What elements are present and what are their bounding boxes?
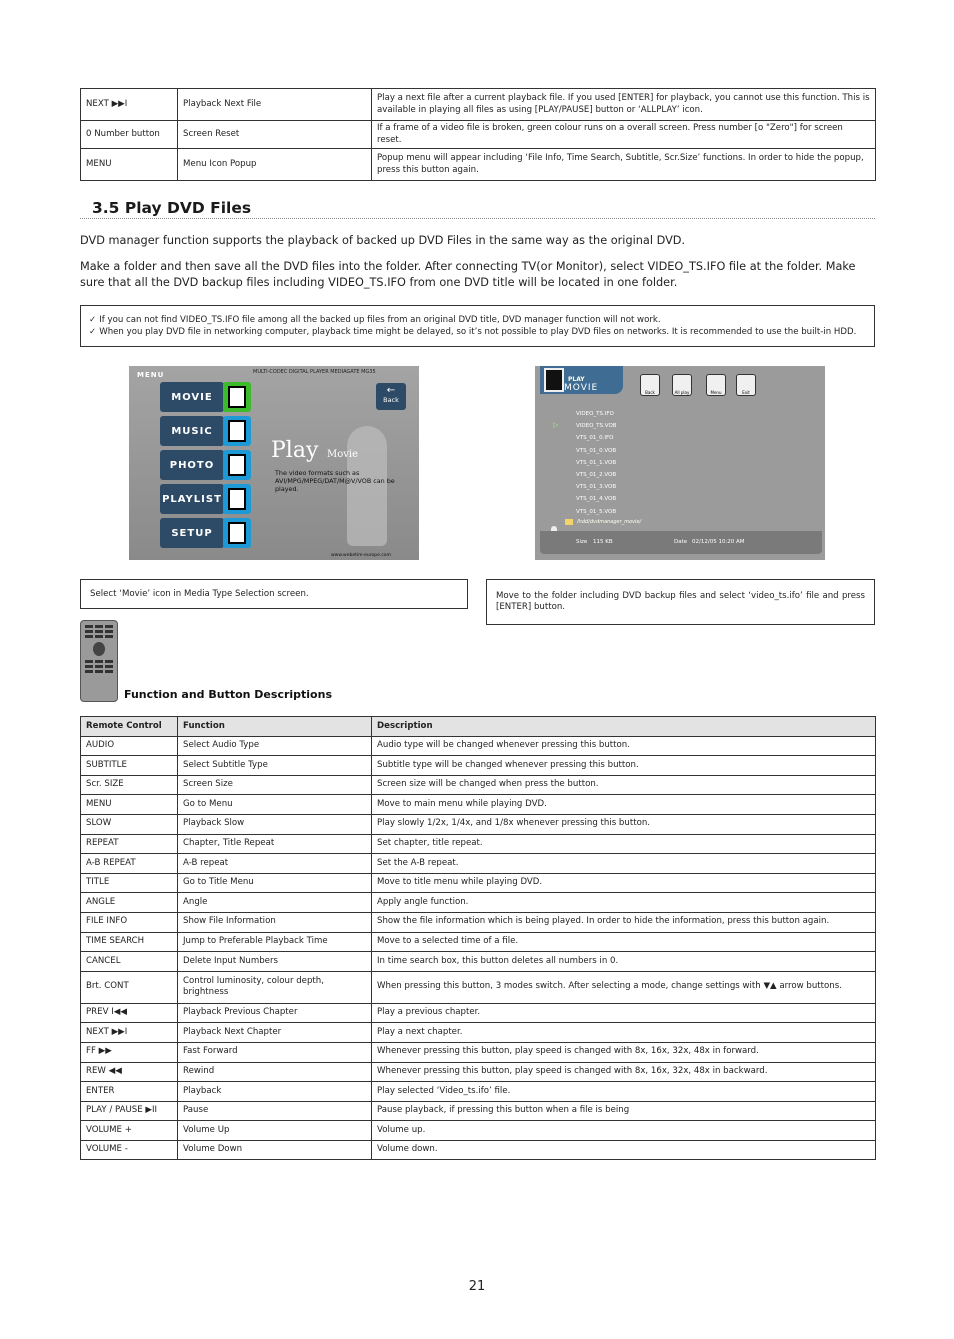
file-list-item: VTS_01_2.VOB — [576, 471, 617, 478]
table-row — [81, 834, 876, 854]
cell-description: Subtitle type will be changed whenever pressing this button. — [372, 756, 876, 776]
film-strip-icon — [544, 368, 564, 392]
cell-function: Volume Down — [178, 1140, 372, 1160]
cell-function: Playback Previous Chapter — [178, 1003, 372, 1023]
cell-remote-control: Scr. SIZE — [81, 775, 178, 795]
cell-function: Rewind — [178, 1062, 372, 1082]
cell-function: Control luminosity, colour depth, brightness — [178, 971, 372, 1003]
file-list-item: VTS_01_0.VOB — [576, 447, 617, 454]
cell-function: Go to Title Menu — [178, 873, 372, 893]
camera-icon — [223, 450, 251, 480]
page-number: 21 — [468, 1279, 486, 1294]
section-title: 3.5 Play DVD Files — [92, 199, 252, 217]
cell-description: Apply angle function. — [372, 893, 876, 913]
cell-description: Volume down. — [372, 1140, 876, 1160]
size-label: Size — [576, 539, 588, 545]
menu-tool-icon: Menu — [706, 374, 726, 396]
note-box — [80, 305, 875, 347]
note-text: When you play DVD file in networking computer, playback time might be delayed, so it’s not possible to play DVD files on networks. It is recommended to use the built-in HDD. — [99, 327, 857, 337]
media-menu-screenshot — [129, 366, 419, 560]
cell-function: Chapter, Title Repeat — [178, 834, 372, 854]
cell-function: Delete Input Numbers — [178, 952, 372, 972]
cell-description: Play a previous chapter. — [372, 1003, 876, 1023]
menu-music-button: MUSIC — [160, 416, 224, 446]
function-subtitle: Function and Button Descriptions — [124, 688, 332, 701]
cell-function: Select Subtitle Type — [178, 756, 372, 776]
cell-remote-control: ENTER — [81, 1082, 178, 1102]
exit-tool-icon: Exit — [736, 374, 756, 396]
cursor-arrow-icon: ▷ — [553, 421, 559, 429]
cell-function: Show File Information — [178, 912, 372, 932]
table-row — [81, 1062, 876, 1082]
cell-description: Screen size will be changed when press the button. — [372, 775, 876, 795]
cell-description: Whenever pressing this button, play speed is changed with 8x, 16x, 32x, 48x in backward. — [372, 1062, 876, 1082]
cell-remote-control: CANCEL — [81, 952, 178, 972]
cell-function: Pause — [178, 1101, 372, 1121]
table-row — [81, 775, 876, 795]
table-row — [81, 814, 876, 834]
caption-right: Move to the folder including DVD backup files and select ‘video_ts.ifo’ file and press [ENTER] button. — [486, 579, 875, 625]
table-row — [81, 1003, 876, 1023]
back-arrow-icon: ← — [386, 385, 396, 396]
film-icon — [223, 382, 251, 412]
table-row — [81, 1042, 876, 1062]
cell-remote-control: VOLUME - — [81, 1140, 178, 1160]
cell-description: Whenever pressing this button, play speed is changed with 8x, 16x, 32x, 48x in forward. — [372, 1042, 876, 1062]
cell-description: Play selected ‘Video_ts.ifo’ file. — [372, 1082, 876, 1102]
cell-description: When pressing this button, 3 modes switch. After selecting a mode, change settings with ▼▲ arrow buttons. — [372, 971, 876, 1003]
table-row — [81, 952, 876, 972]
file-list-item: VTS_01_0.IFO — [576, 435, 614, 442]
table-row — [81, 873, 876, 893]
table-row — [81, 893, 876, 913]
table-row — [81, 1140, 876, 1160]
cell-function: Menu Icon Popup — [178, 149, 372, 181]
cell-function: Playback Slow — [178, 814, 372, 834]
file-list-item: VTS_01_5.VOB — [576, 508, 617, 515]
function-button-table — [80, 716, 876, 1160]
cell-function: Screen Size — [178, 775, 372, 795]
cell-description: Audio type will be changed whenever pressing this button. — [372, 736, 876, 756]
menu-movie-button: MOVIE — [160, 382, 224, 412]
cell-remote-control: Brt. CONT — [81, 971, 178, 1003]
table-row — [81, 912, 876, 932]
cell-remote-control: TITLE — [81, 873, 178, 893]
table-row — [81, 736, 876, 756]
header-description: Description — [372, 717, 876, 737]
cell-remote-control: ANGLE — [81, 893, 178, 913]
cell-description: Set the A-B repeat. — [372, 854, 876, 874]
play-description: The video formats such as AVI/MPG/MPEG/DAT/M@V/VOB can be played. — [275, 469, 395, 493]
cell-function: Playback Next Chapter — [178, 1023, 372, 1043]
table-row — [81, 1121, 876, 1141]
menu-footer-url: www.webetim-europe.com — [331, 553, 391, 558]
cell-remote-control: MENU — [81, 795, 178, 815]
cell-function: Volume Up — [178, 1121, 372, 1141]
box-icon — [223, 484, 251, 514]
table-row — [81, 795, 876, 815]
file-list — [576, 408, 617, 518]
play-title: Play — [271, 438, 319, 463]
date-value: 02/12/05 10:20 AM — [692, 539, 745, 545]
table-header-row — [81, 717, 876, 737]
cell-remote-control: SLOW — [81, 814, 178, 834]
file-list-item: VIDEO_TS.IFO — [576, 411, 614, 417]
cell-description: Play a next chapter. — [372, 1023, 876, 1043]
cell-remote-control: VOLUME + — [81, 1121, 178, 1141]
cell-function: Angle — [178, 893, 372, 913]
back-button — [376, 383, 406, 410]
cell-function: Fast Forward — [178, 1042, 372, 1062]
cell-description: If a frame of a video file is broken, green colour runs on a overall screen. Press number [o "Zero"] for screen reset. — [372, 121, 876, 149]
cell-function: Playback Next File — [178, 89, 372, 121]
table-row — [81, 756, 876, 776]
intro-paragraph: DVD manager function supports the playback of backed up DVD Files in the same way as the original DVD. — [80, 234, 686, 247]
all-play-tool-icon: All play — [672, 374, 692, 396]
cell-description: Move to a selected time of a file. — [372, 932, 876, 952]
cell-remote-control: MENU — [81, 149, 178, 181]
caption-left: Select ‘Movie’ icon in Media Type Selection screen. — [80, 579, 468, 609]
cell-description: Pause playback, if pressing this button when a file is being — [372, 1101, 876, 1121]
cell-function: Go to Menu — [178, 795, 372, 815]
header-remote-control: Remote Control — [81, 717, 178, 737]
main-table-body — [81, 736, 876, 1160]
check-icon: ✓ — [89, 315, 97, 325]
table-row — [81, 932, 876, 952]
clock-icon — [223, 518, 251, 548]
menu-setup-button: SETUP — [160, 518, 224, 548]
instruction-paragraph: Make a folder and then save all the DVD files into the folder. After connecting TV(or Monitor), select VIDEO_TS.IFO file at the folder. Make sure that all the DVD backup files including VIDEO_TS.IFO from one DVD title will be located in one folder. — [80, 260, 856, 289]
table-row — [81, 121, 876, 149]
cell-description: Set chapter, title repeat. — [372, 834, 876, 854]
file-list-item: VTS_01_3.VOB — [576, 484, 617, 491]
menu-header-text: MULTI-CODEC DIGITAL PLAYER MEDIAGATE MG35 — [253, 369, 376, 375]
note-text: If you can not find VIDEO_TS.IFO file among all the backed up files from an original DVD title, DVD manager function will not work. — [99, 315, 661, 325]
cell-description: Play slowly 1/2x, 1/4x, and 1/8x whenever pressing this button. — [372, 814, 876, 834]
file-list-item: VIDEO_TS.VOB — [576, 423, 617, 430]
files-play-label: PLAY — [568, 376, 585, 383]
back-label: Back — [383, 396, 399, 404]
cell-description: Move to title menu while playing DVD. — [372, 873, 876, 893]
cell-remote-control: REW ◀◀ — [81, 1062, 178, 1082]
cell-remote-control: FILE INFO — [81, 912, 178, 932]
file-list-item: VTS_01_1.VOB — [576, 459, 617, 466]
play-subtitle: Movie — [327, 449, 359, 460]
table-row — [81, 971, 876, 1003]
table-row — [81, 1082, 876, 1102]
cell-remote-control: NEXT ▶▶I — [81, 1023, 178, 1043]
speaker-icon — [223, 416, 251, 446]
table-row — [81, 854, 876, 874]
cell-description: Volume up. — [372, 1121, 876, 1141]
file-list-item: VTS_01_4.VOB — [576, 496, 617, 503]
cell-remote-control: 0 Number button — [81, 121, 178, 149]
top-function-table — [80, 88, 876, 181]
table-row — [81, 89, 876, 121]
top-table-body — [81, 89, 876, 181]
cell-remote-control: REPEAT — [81, 834, 178, 854]
back-tool-icon: Back — [640, 374, 660, 396]
cell-remote-control: AUDIO — [81, 736, 178, 756]
cell-function: Screen Reset — [178, 121, 372, 149]
check-icon: ✓ — [89, 327, 97, 337]
cell-function: Select Audio Type — [178, 736, 372, 756]
cell-description: In time search box, this button deletes all numbers in 0. — [372, 952, 876, 972]
cell-remote-control: PREV I◀◀ — [81, 1003, 178, 1023]
cell-remote-control: NEXT ▶▶I — [81, 89, 178, 121]
cell-description: Popup menu will appear including ‘File Info, Time Search, Subtitle, Scr.Size’ functions. In order to hide the popup, press this button again. — [372, 149, 876, 181]
table-row — [81, 1023, 876, 1043]
cell-function: Jump to Preferable Playback Time — [178, 932, 372, 952]
cell-function: A-B repeat — [178, 854, 372, 874]
files-movie-label: MOVIE — [564, 383, 599, 393]
size-value: 115 KB — [593, 539, 613, 545]
cell-description: Show the file information which is being played. In order to hide the information, press this button again. — [372, 912, 876, 932]
cell-description: Play a next file after a current playback file. If you used [ENTER] for playback, you cannot use this function. This is available in playing all files as using [PLAY/PAUSE] button or ‘ALLPLAY’ icon. — [372, 89, 876, 121]
cell-remote-control: TIME SEARCH — [81, 932, 178, 952]
cell-function: Playback — [178, 1082, 372, 1102]
table-row — [81, 149, 876, 181]
file-browser-screenshot — [535, 366, 825, 560]
table-row — [81, 1101, 876, 1121]
cell-description: Move to main menu while playing DVD. — [372, 795, 876, 815]
folder-path: /hdd/dvdmanager_movie/ — [577, 519, 642, 525]
section-divider — [80, 218, 875, 219]
date-label: Date — [674, 539, 688, 545]
cell-remote-control: A-B REPEAT — [81, 854, 178, 874]
note-item — [89, 326, 866, 338]
menu-playlist-button: PLAYLIST — [160, 484, 224, 514]
note-item — [89, 314, 866, 326]
menu-photo-button: PHOTO — [160, 450, 224, 480]
cell-remote-control: FF ▶▶ — [81, 1042, 178, 1062]
folder-icon — [565, 519, 573, 525]
remote-control-icon — [80, 620, 118, 702]
menu-tag: MENU — [137, 371, 165, 379]
header-function: Function — [178, 717, 372, 737]
cell-remote-control: SUBTITLE — [81, 756, 178, 776]
cell-remote-control: PLAY / PAUSE ▶II — [81, 1101, 178, 1121]
